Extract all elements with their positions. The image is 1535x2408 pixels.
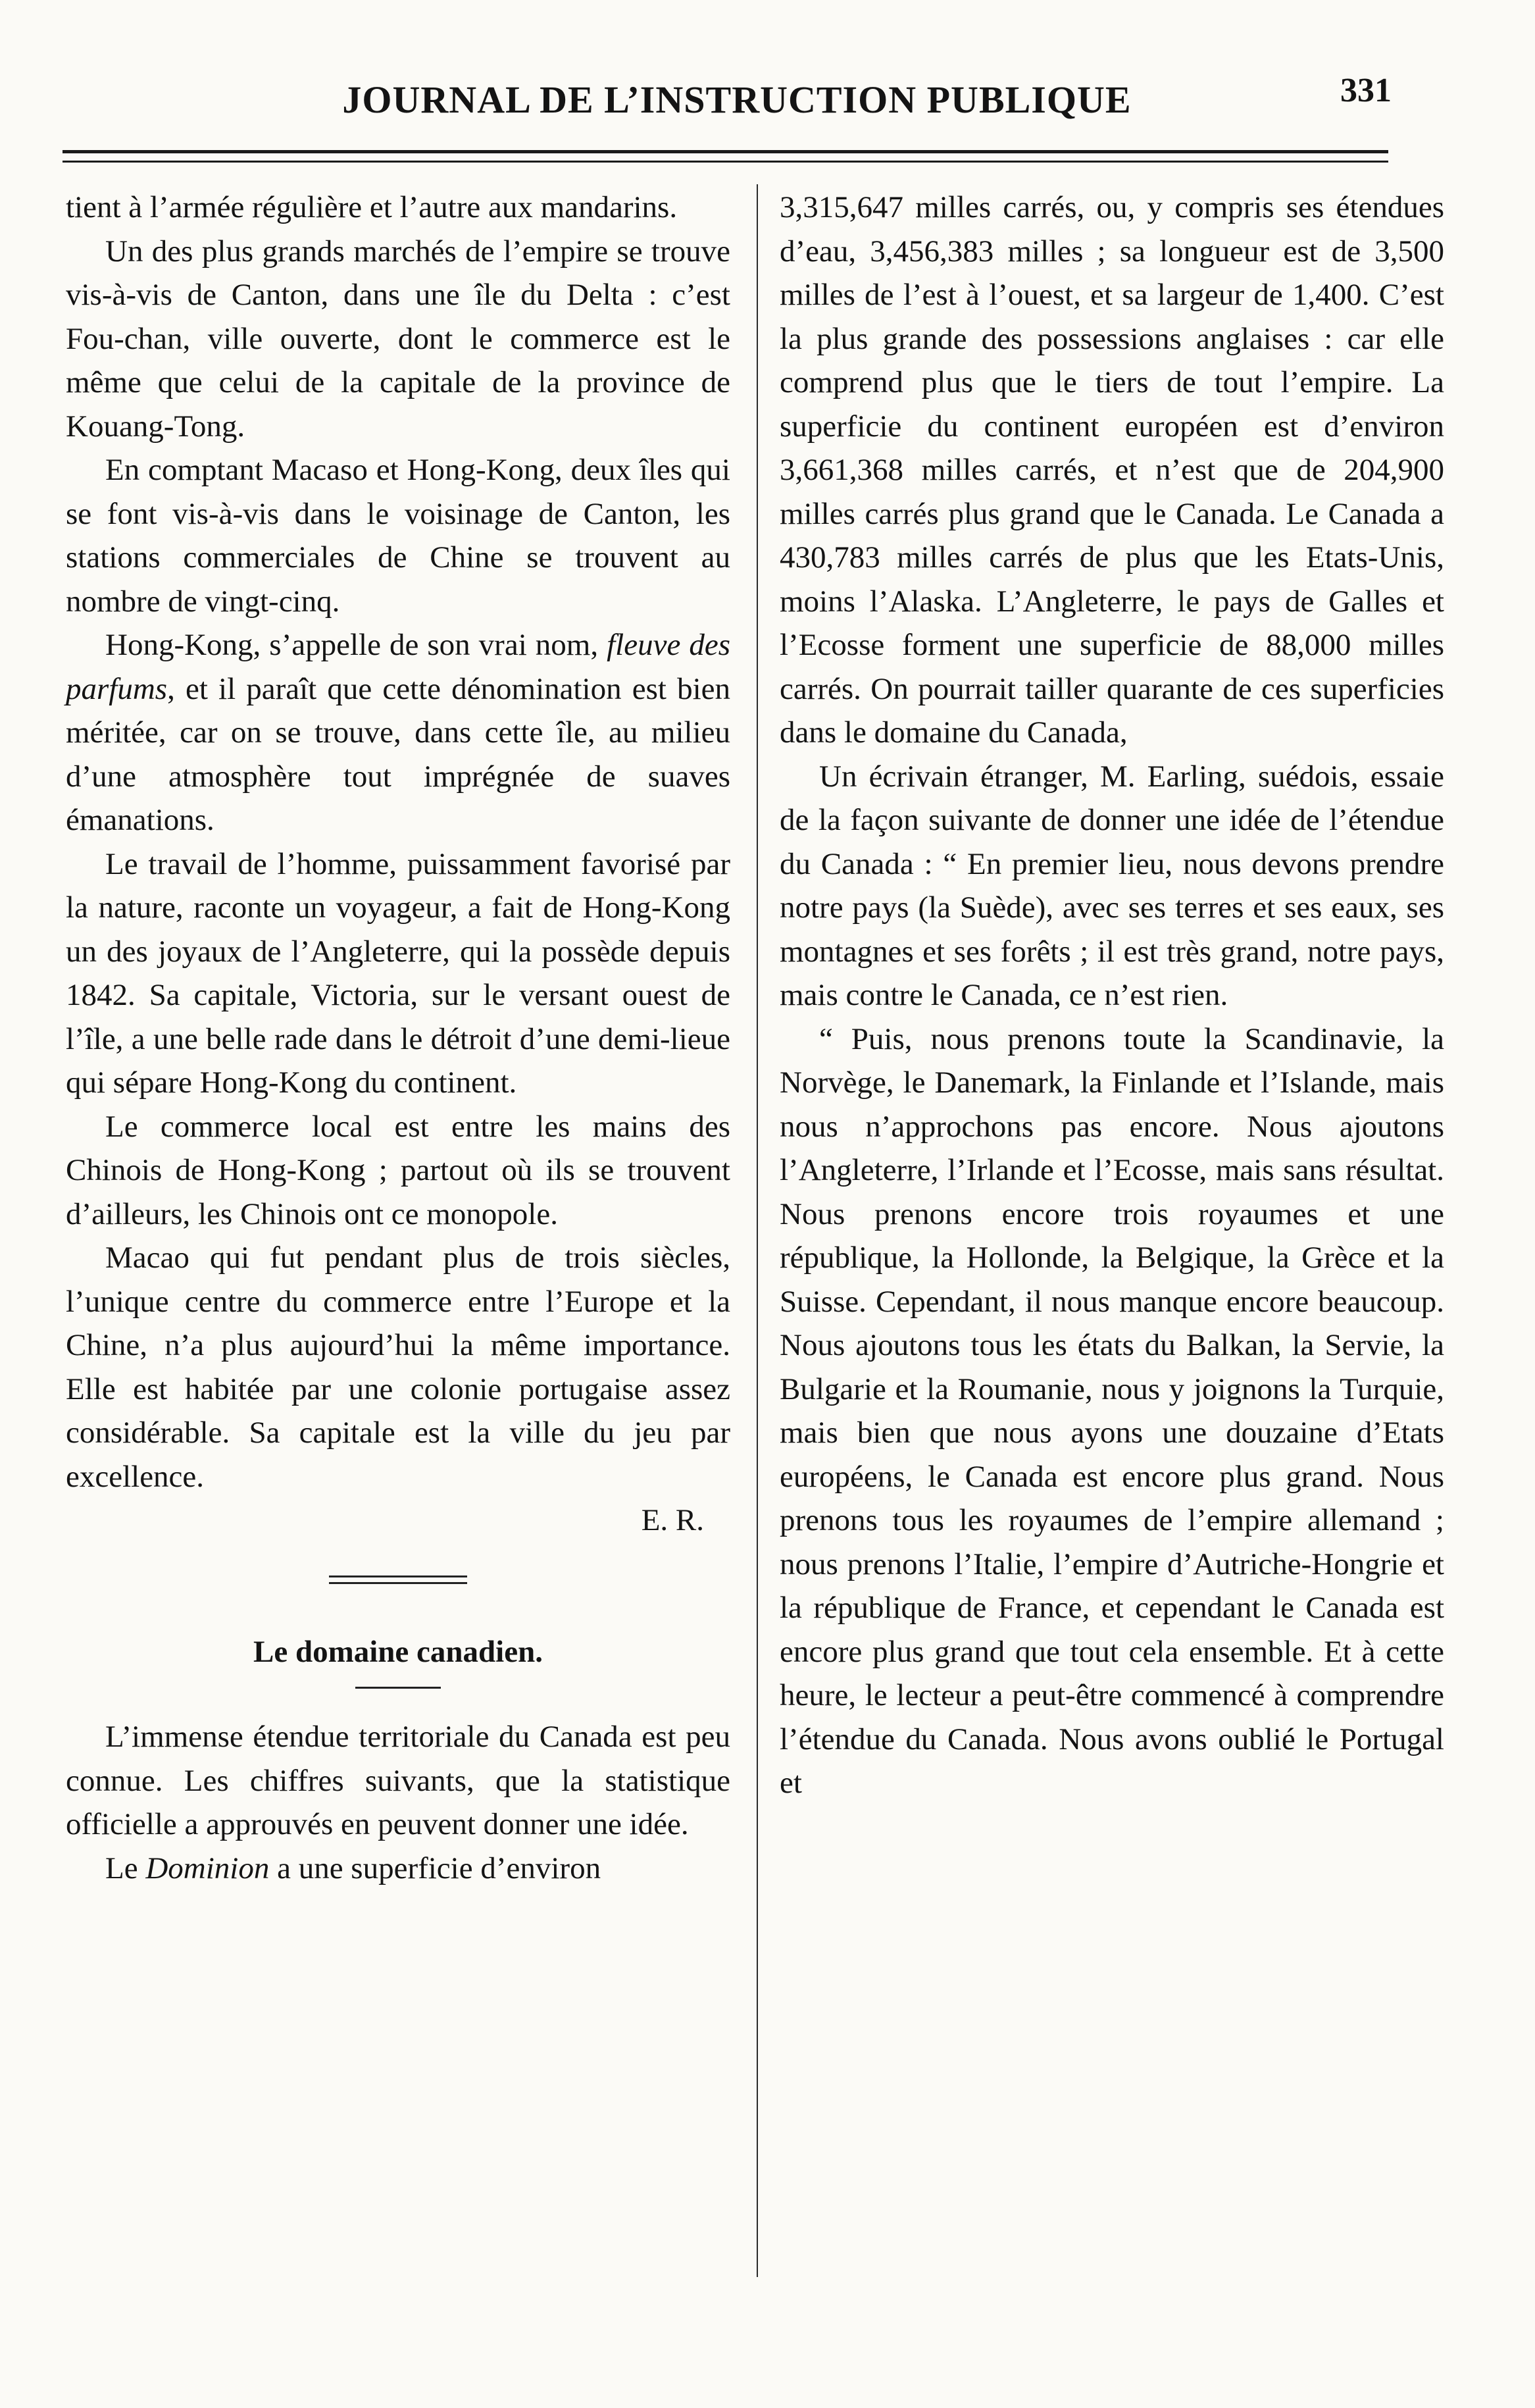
column-divider xyxy=(757,184,758,2277)
paragraph xyxy=(66,623,730,842)
paragraph: tient à l’armée régulière et l’autre aux mandarins. xyxy=(66,190,678,224)
paragraph-text: Le xyxy=(105,1851,146,1885)
section-title: Le domaine canadien. xyxy=(253,1634,543,1669)
double-rule-separator xyxy=(329,1575,467,1584)
paragraph: Un des plus grands marchés de l’empire se trouve vis-à-vis de Canton, dans une île du Delta : c’est Fou-chan, ville ouverte, dont le commerce est le même que celui de la capitale de la province de Kouang-Tong. xyxy=(66,234,730,444)
paragraph: Le travail de l’homme, puissamment favorisé par la nature, raconte un voyageur, a fait de Hong-Kong un des joyaux de l’Angleterre, qui la possède depuis 1842. Sa capitale, Victoria, sur le versant ouest de l’île, a une belle rade dans le détroit d’une demi-lieue qui sépare Hong-Kong du continent. xyxy=(66,846,730,1100)
paragraph-text: Hong-Kong, s’appelle de son vrai nom, xyxy=(105,628,607,662)
page-number: 331 xyxy=(1340,72,1392,109)
italic-phrase: fleuve des parfums xyxy=(66,628,730,706)
paragraph xyxy=(66,1847,730,1891)
paragraph: L’immense étendue territoriale du Canada est peu connue. Les chiffres suivants, que la statistique officielle a approuvés en peuvent donner une idée. xyxy=(66,1720,730,1841)
paragraph-text: , et il paraît que cette dénomination est bien méritée, car on se trouve, dans cette île, au milieu d’une atmosphère tout imprégnée de suaves émanations. xyxy=(66,671,730,837)
right-column xyxy=(780,186,1444,1805)
header-rule-thin xyxy=(63,161,1388,163)
paragraph: Macao qui fut pendant plus de trois siècles, l’unique centre du commerce entre l’Europe et la Chine, n’a plus aujourd’hui la même importance. Elle est habitée par une colonie portugaise assez considérable. Sa capitale est la ville du jeu par excellence. xyxy=(66,1241,730,1494)
header-rule-thick xyxy=(63,150,1388,153)
italic-word: Dominion xyxy=(145,1851,270,1885)
paragraph-text: a une superficie d’environ xyxy=(269,1851,601,1885)
left-column xyxy=(66,186,730,1890)
running-header: JOURNAL DE L’INSTRUCTION PUBLIQUE xyxy=(342,78,1132,121)
article-signature: E. R. xyxy=(641,1503,704,1537)
paragraph: “ Puis, nous prenons toute la Scandinavie, la Norvège, le Danemark, la Finlande et l’Islande, mais nous n’approchons pas encore. Nous ajoutons l’Angleterre, l’Irlande et l’Ecosse, mais sans résultat. Nous prenons encore trois royaumes et une république, la Hollonde, la Belgique, la Grèce et la Suisse. Cependant, il nous manque encore beaucoup. Nous ajoutons tous les états du Balkan, la Servie, la Bulgarie et la Roumanie, nous y joignons la Turquie, mais bien que nous ayons une douzaine d’Etats européens, le Canada est encore plus grand. Nous prenons tous les royaumes de l’empire allemand ; nous prenons l’Italie, l’empire d’Autriche-Hongrie et la république de France, et cependant le Canada est encore plus grand que tout cela ensemble. Et à cette heure, le lecteur a peut-être commencé à comprendre l’étendue du Canada. Nous avons oublié le Portugal et xyxy=(780,1021,1444,1800)
paragraph: 3,315,647 milles carrés, ou, y compris ses étendues d’eau, 3,456,383 milles ; sa longueur est de 3,500 milles de l’est à l’ouest, et sa largeur de 1,400. C’est la plus grande des possessions anglaises : car elle comprend plus que le tiers de tout l’empire. La superficie du continent européen est d’environ 3,661,368 milles carrés, et n’est que de 204,900 milles carrés plus grand que le Canada. Le Canada a 430,783 milles carrés de plus que les Etats-Unis, moins l’Alaska. L’Angleterre, le pays de Galles et l’Ecosse forment une superficie de 88,000 milles carrés. On pourrait tailler quarante de ces superficies dans le domaine du Canada, xyxy=(780,190,1444,750)
short-rule-separator xyxy=(355,1687,441,1689)
paragraph: En comptant Macaso et Hong-Kong, deux îles qui se font vis-à-vis dans le voisinage de Canton, les stations commerciales de Chine se trouvent au nombre de vingt-cinq. xyxy=(66,453,730,619)
paragraph: Un écrivain étranger, M. Earling, suédois, essaie de la façon suivante de donner une idée de l’étendue du Canada : “ En premier lieu, nous devons prendre notre pays (la Suède), avec ses terres et ses eaux, ses montagnes et ses forêts ; il est très grand, notre pays, mais contre le Canada, ce n’est rien. xyxy=(780,759,1444,1012)
paragraph: Le commerce local est entre les mains des Chinois de Hong-Kong ; partout où ils se trouvent d’ailleurs, les Chinois ont ce monopole. xyxy=(66,1109,730,1231)
